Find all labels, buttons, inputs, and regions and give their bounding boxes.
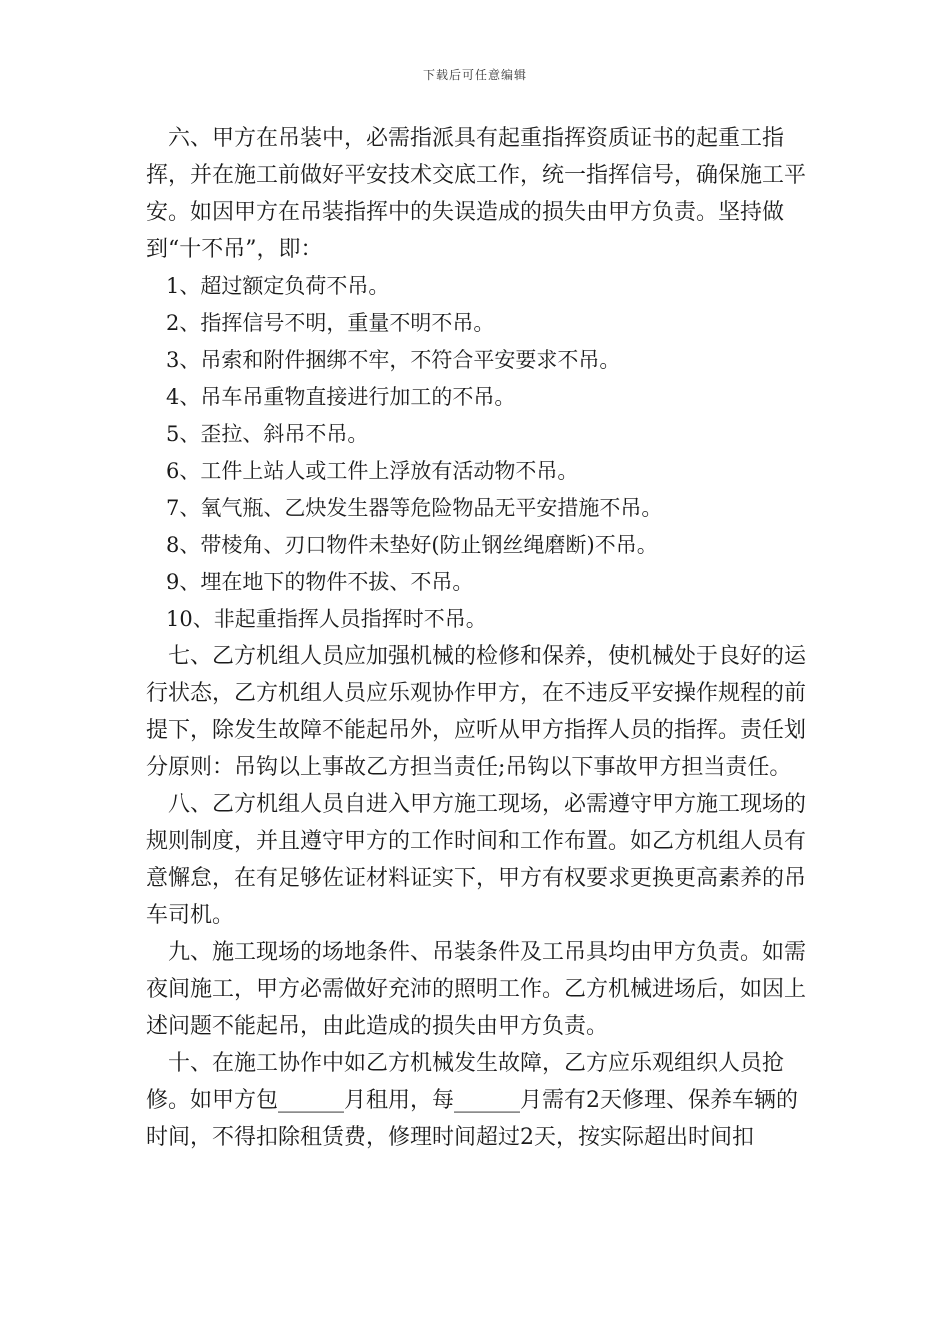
list-item: 7、氧气瓶、乙炔发生器等危险物品无平安措施不吊。 [166, 496, 663, 520]
list-item: 8、带棱角、刃口物件未垫好(防止钢丝绳磨断)不吊。 [166, 533, 658, 557]
list-item: 4、吊车吊重物直接进行加工的不吊。 [166, 385, 516, 409]
paragraph-9: 九、施工现场的场地条件、吊装条件及工吊具均由甲方负责。如需夜间施工，甲方必需做好充沛的照明工作。乙方机械进场后，如因上述问题不能起吊，由此造成的损失由甲方负责。 [146, 940, 807, 1039]
paragraph-10: 十、在施工协作中如乙方机械发生故障，乙方应乐观组织人员抢修。如甲方包______月租用，每______月需有2天修理、保养车辆的时间，不得扣除租赁费，修理时间超过2天，按实际超出时间扣 [146, 1051, 798, 1150]
list-item: 2、指挥信号不明，重量不明不吊。 [166, 311, 495, 335]
paragraph-7: 七、乙方机组人员应加强机械的检修和保养，使机械处于良好的运行状态，乙方机组人员应乐观协作甲方，在不违反平安操作规程的前提下，除发生故障不能起吊外，应听从甲方指挥人员的指挥。责任划分原则：吊钩以上事故乙方担当责任;吊钩以下事故甲方担当责任。 [146, 644, 807, 780]
paragraph-6: 六、甲方在吊装中，必需指派具有起重指挥资质证书的起重工指挥，并在施工前做好平安技术交底工作，统一指挥信号，确保施工平安。如因甲方在吊装指挥中的失误造成的损失由甲方负责。坚持做到“十不吊”，即： [146, 126, 807, 262]
list-item: 1、超过额定负荷不吊。 [166, 274, 390, 298]
page-header: 下载后可任意编辑 [422, 68, 527, 82]
paragraph-8: 八、乙方机组人员自进入甲方施工现场，必需遵守甲方施工现场的规则制度，并且遵守甲方的工作时间和工作布置。如乙方机组人员有意懈怠，在有足够佐证材料证实下，甲方有权要求更换更高素养的吊车司机。 [146, 792, 807, 928]
list-item: 9、埋在地下的物件不拔、不吊。 [166, 570, 474, 594]
list-item: 3、吊索和附件捆绑不牢，不符合平安要求不吊。 [166, 348, 621, 372]
document-body [146, 120, 810, 1156]
list-item: 6、工件上站人或工件上浮放有活动物不吊。 [166, 459, 579, 483]
list-item: 5、歪拉、斜吊不吊。 [166, 422, 369, 446]
list-item: 10、非起重指挥人员指挥时不吊。 [166, 607, 487, 631]
